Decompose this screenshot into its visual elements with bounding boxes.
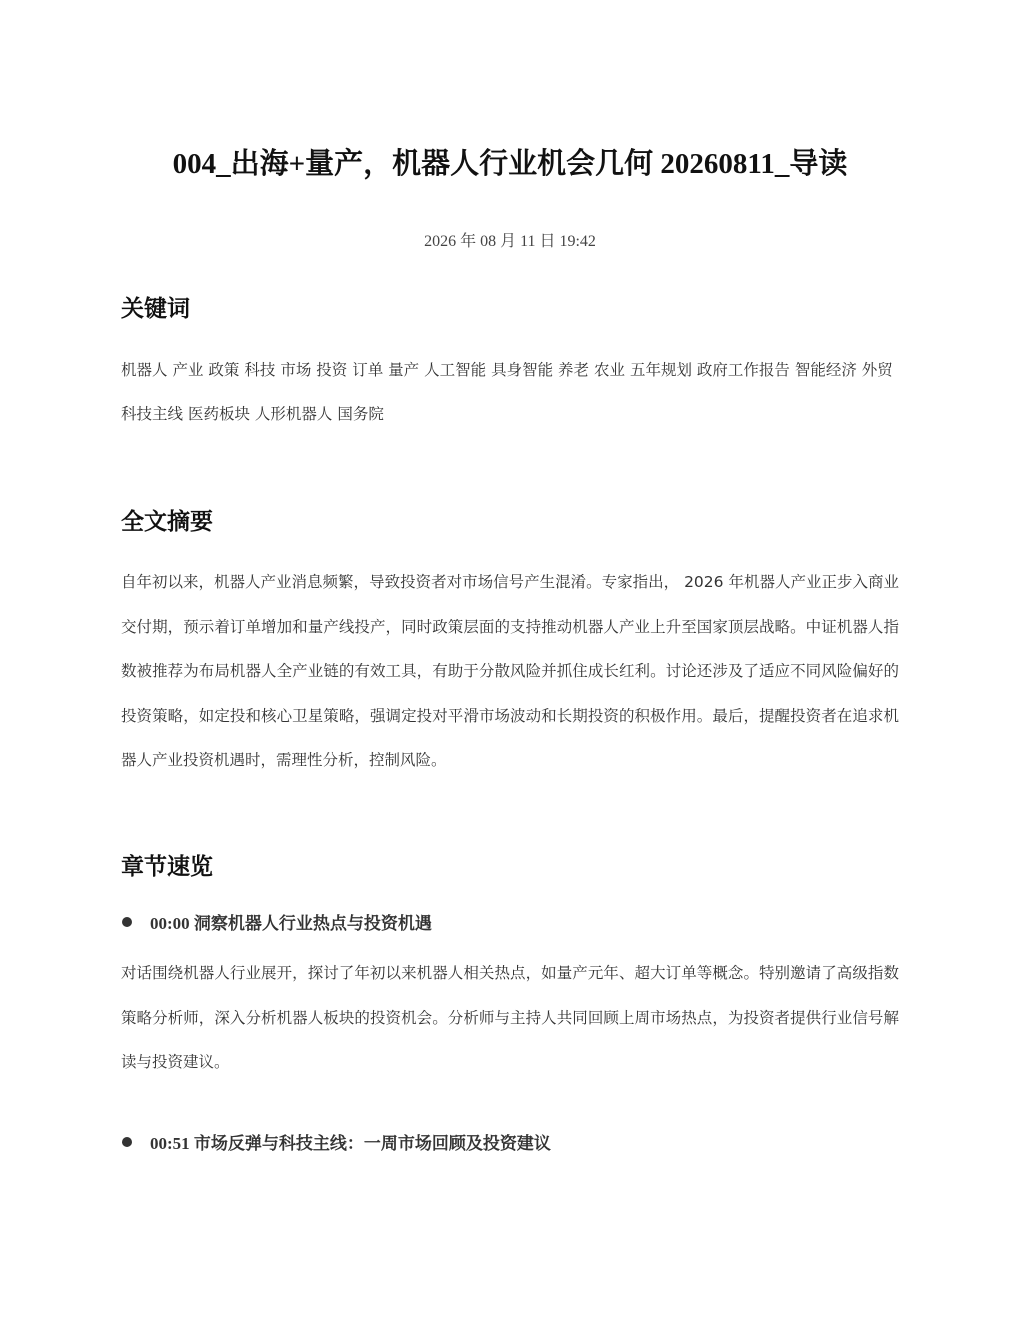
keyword-item: 科技主线 (121, 405, 184, 423)
keyword-item: 智能经济 (794, 361, 857, 379)
chapter-title: 00:51 市场反弹与科技主线：一周市场回顾及投资建议 (150, 1134, 551, 1153)
summary-text: 自年初以来，机器人产业消息频繁，导致投资者对市场信号产生混淆。专家指出， 2026 年机器人产业正步入商业交付期，预示着订单增加和量产线投产，同时政策层面的支持推动机器人产业上升至国家顶层战略。中证机器人指数被推荐为布局机器人全产业链的有效工具，有助于分散风险并抓住成长红利。讨论还涉及了适应不同风险偏好的投资策略，如定投和核心卫星策略，强调定投对平滑市场波动和长期投资的积极作用。最后，提醒投资者在追求机器人产业投资机遇时，需理性分析，控制风险。 (121, 573, 899, 769)
keyword-item: 机器人 (121, 361, 168, 379)
bullet-dot-icon (122, 917, 132, 927)
keyword-item: 产业 (172, 361, 204, 379)
keyword-item: 人形机器人 (254, 405, 333, 423)
keyword-item: 科技 (244, 361, 276, 379)
bullet-dot-icon (122, 1137, 132, 1147)
chapters-heading: 章节速览 (121, 854, 213, 880)
chapter-title: 00:00 洞察机器人行业热点与投资机遇 (150, 914, 432, 933)
keyword-item: 养老 (558, 361, 590, 379)
keyword-item: 具身智能 (491, 361, 554, 379)
keyword-item: 量产 (388, 361, 420, 379)
keyword-item: 外贸 (861, 361, 893, 379)
keyword-item: 农业 (593, 361, 625, 379)
keywords-heading: 关键词 (121, 296, 190, 322)
keyword-item: 医药板块 (187, 405, 250, 423)
summary-heading: 全文摘要 (121, 509, 213, 535)
keyword-item: 国务院 (337, 405, 384, 423)
keyword-item: 政策 (208, 361, 240, 379)
keyword-item: 五年规划 (629, 361, 692, 379)
document-date: 2026 年 08 月 11 日 19:42 (424, 233, 596, 250)
keyword-item: 投资 (316, 361, 348, 379)
chapter-item-1-title (121, 912, 899, 936)
keyword-list (121, 348, 899, 436)
chapter-item-1-text: 对话围绕机器人行业展开，探讨了年初以来机器人相关热点，如量产元年、超大订单等概念。特别邀请了高级指数策略分析师，深入分析机器人板块的投资机会。分析师与主持人共同回顾上周市场热点，为投资者提供行业信号解读与投资建议。 (121, 964, 899, 1071)
keyword-item: 市场 (280, 361, 312, 379)
keyword-item: 政府工作报告 (696, 361, 790, 379)
document-title: 004_出海+量产，机器人行业机会几何 20260811_导读 (172, 148, 848, 180)
keyword-item: 订单 (352, 361, 384, 379)
chapter-item-2-title (121, 1132, 899, 1156)
keyword-item: 人工智能 (424, 361, 487, 379)
